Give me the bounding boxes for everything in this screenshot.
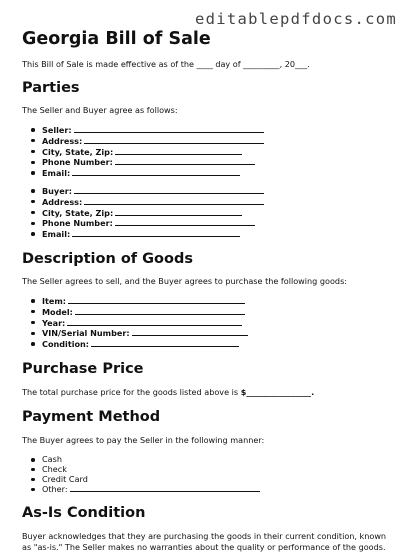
payment-heading: Payment Method xyxy=(22,408,161,425)
model-field[interactable]: Model: xyxy=(42,307,397,318)
vin-field[interactable]: VIN/Serial Number: xyxy=(42,328,397,339)
buyer-city-field[interactable]: City, State, Zip: xyxy=(42,208,397,219)
goods-list xyxy=(22,296,397,350)
seller-address-field[interactable]: Address: xyxy=(42,136,397,147)
parties-heading: Parties xyxy=(22,80,80,96)
parties-lead: The Seller and Buyer agree as follows: xyxy=(22,105,178,115)
buyer-phone-field[interactable]: Phone Number: xyxy=(42,218,397,229)
document-page xyxy=(22,28,397,553)
asis-text: Buyer acknowledges that they are purchasing the goods in their current condition, known as "as-is." The Seller makes no warranties about the quality or performance of the goods. xyxy=(22,531,387,553)
goods-lead: The Seller agrees to sell, and the Buyer agrees to purchase the following goods: xyxy=(22,275,348,286)
seller-list xyxy=(22,125,397,179)
goods-heading: Description of Goods xyxy=(22,250,193,267)
intro-text: This Bill of Sale is made effective as of the ____ day of _________, 20___. xyxy=(22,59,310,69)
buyer-address-field[interactable]: Address: xyxy=(42,197,397,208)
document-title: Georgia Bill of Sale xyxy=(22,29,211,49)
payment-options xyxy=(22,455,397,495)
price-blank[interactable]: $________________. xyxy=(240,386,315,397)
seller-city-field[interactable]: City, State, Zip: xyxy=(42,147,397,158)
seller-field[interactable]: Seller: xyxy=(42,125,397,136)
site-watermark: editablepdfdocs.com xyxy=(194,10,397,28)
payment-option-cash[interactable]: Cash xyxy=(42,455,397,465)
buyer-field[interactable]: Buyer: xyxy=(42,186,397,197)
price-heading: Purchase Price xyxy=(22,360,144,377)
buyer-email-field[interactable]: Email: xyxy=(42,229,397,240)
condition-field[interactable]: Condition: xyxy=(42,339,397,350)
price-text: The total purchase price for the goods listed above is $________________. xyxy=(22,386,315,397)
payment-option-credit-card[interactable]: Credit Card xyxy=(42,475,397,485)
payment-lead: The Buyer agrees to pay the Seller in the following manner: xyxy=(22,434,265,445)
year-field[interactable]: Year: xyxy=(42,318,397,329)
seller-phone-field[interactable]: Phone Number: xyxy=(42,157,397,168)
buyer-list xyxy=(22,186,397,240)
asis-heading: As-Is Condition xyxy=(22,505,146,522)
item-field[interactable]: Item: xyxy=(42,296,397,307)
payment-option-other[interactable]: Other: xyxy=(42,484,397,495)
seller-email-field[interactable]: Email: xyxy=(42,168,397,179)
payment-option-check[interactable]: Check xyxy=(42,465,397,475)
